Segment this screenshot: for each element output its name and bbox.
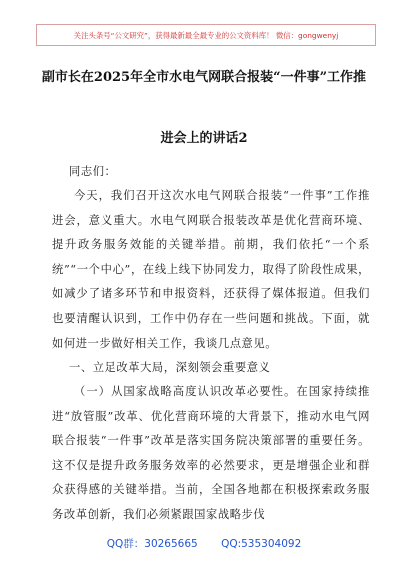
paragraph-section-1-1: （一）从国家战略高度认识改革必要性。在国家持续推进“放管服”改革、优化营商环境的大背景下，推动水电气网联合报装“一件事”改革是落实国务院决策部署的重要任务。这不仅是提升政务服务效率的必然要求，更是增强企业和群众获得感的关键举措。当前，全国各地都在积极探索政务服务改革创新，我们必须紧跟国家战略步伐 [52, 385, 370, 521]
section-heading-1: 一、立足改革大局，深刻领会重要意义 [69, 361, 271, 374]
promo-banner-text: 关注头条号“公文研究”，获得最新最全最专业的公文资料库！ 微信：gongwenyj [73, 30, 339, 40]
greeting: 同志们： [69, 165, 117, 178]
footer-qq-number: QQ:535304092 [221, 538, 302, 550]
document-title-line1: 副市长在2025年全市水电气网联合报装“一件事”工作推 [41, 70, 367, 85]
promo-banner [36, 24, 376, 46]
paragraph-intro: 今天，我们召开这次水电气网联合报装“一件事”工作推进会，意义重大。水电气网联合报装改革是优化营商环境、提升政务服务效能的关键举措。前期，我们依托“一个系统”“一个中心”，在线上线下协同发力，取得了阶段性成果，如减少了诸多环节和申报资料，还获得了媒体报道。但我们也要清醒认识到，工作中仍存在一些问题和挑战。下面，就如何进一步做好相关工作，我谈几点意见。 [52, 189, 370, 350]
footer-qq-group: QQ群：30265665 [106, 538, 198, 550]
document-title-line2: 进会上的讲话2 [160, 131, 248, 146]
footer-contact [0, 536, 408, 551]
